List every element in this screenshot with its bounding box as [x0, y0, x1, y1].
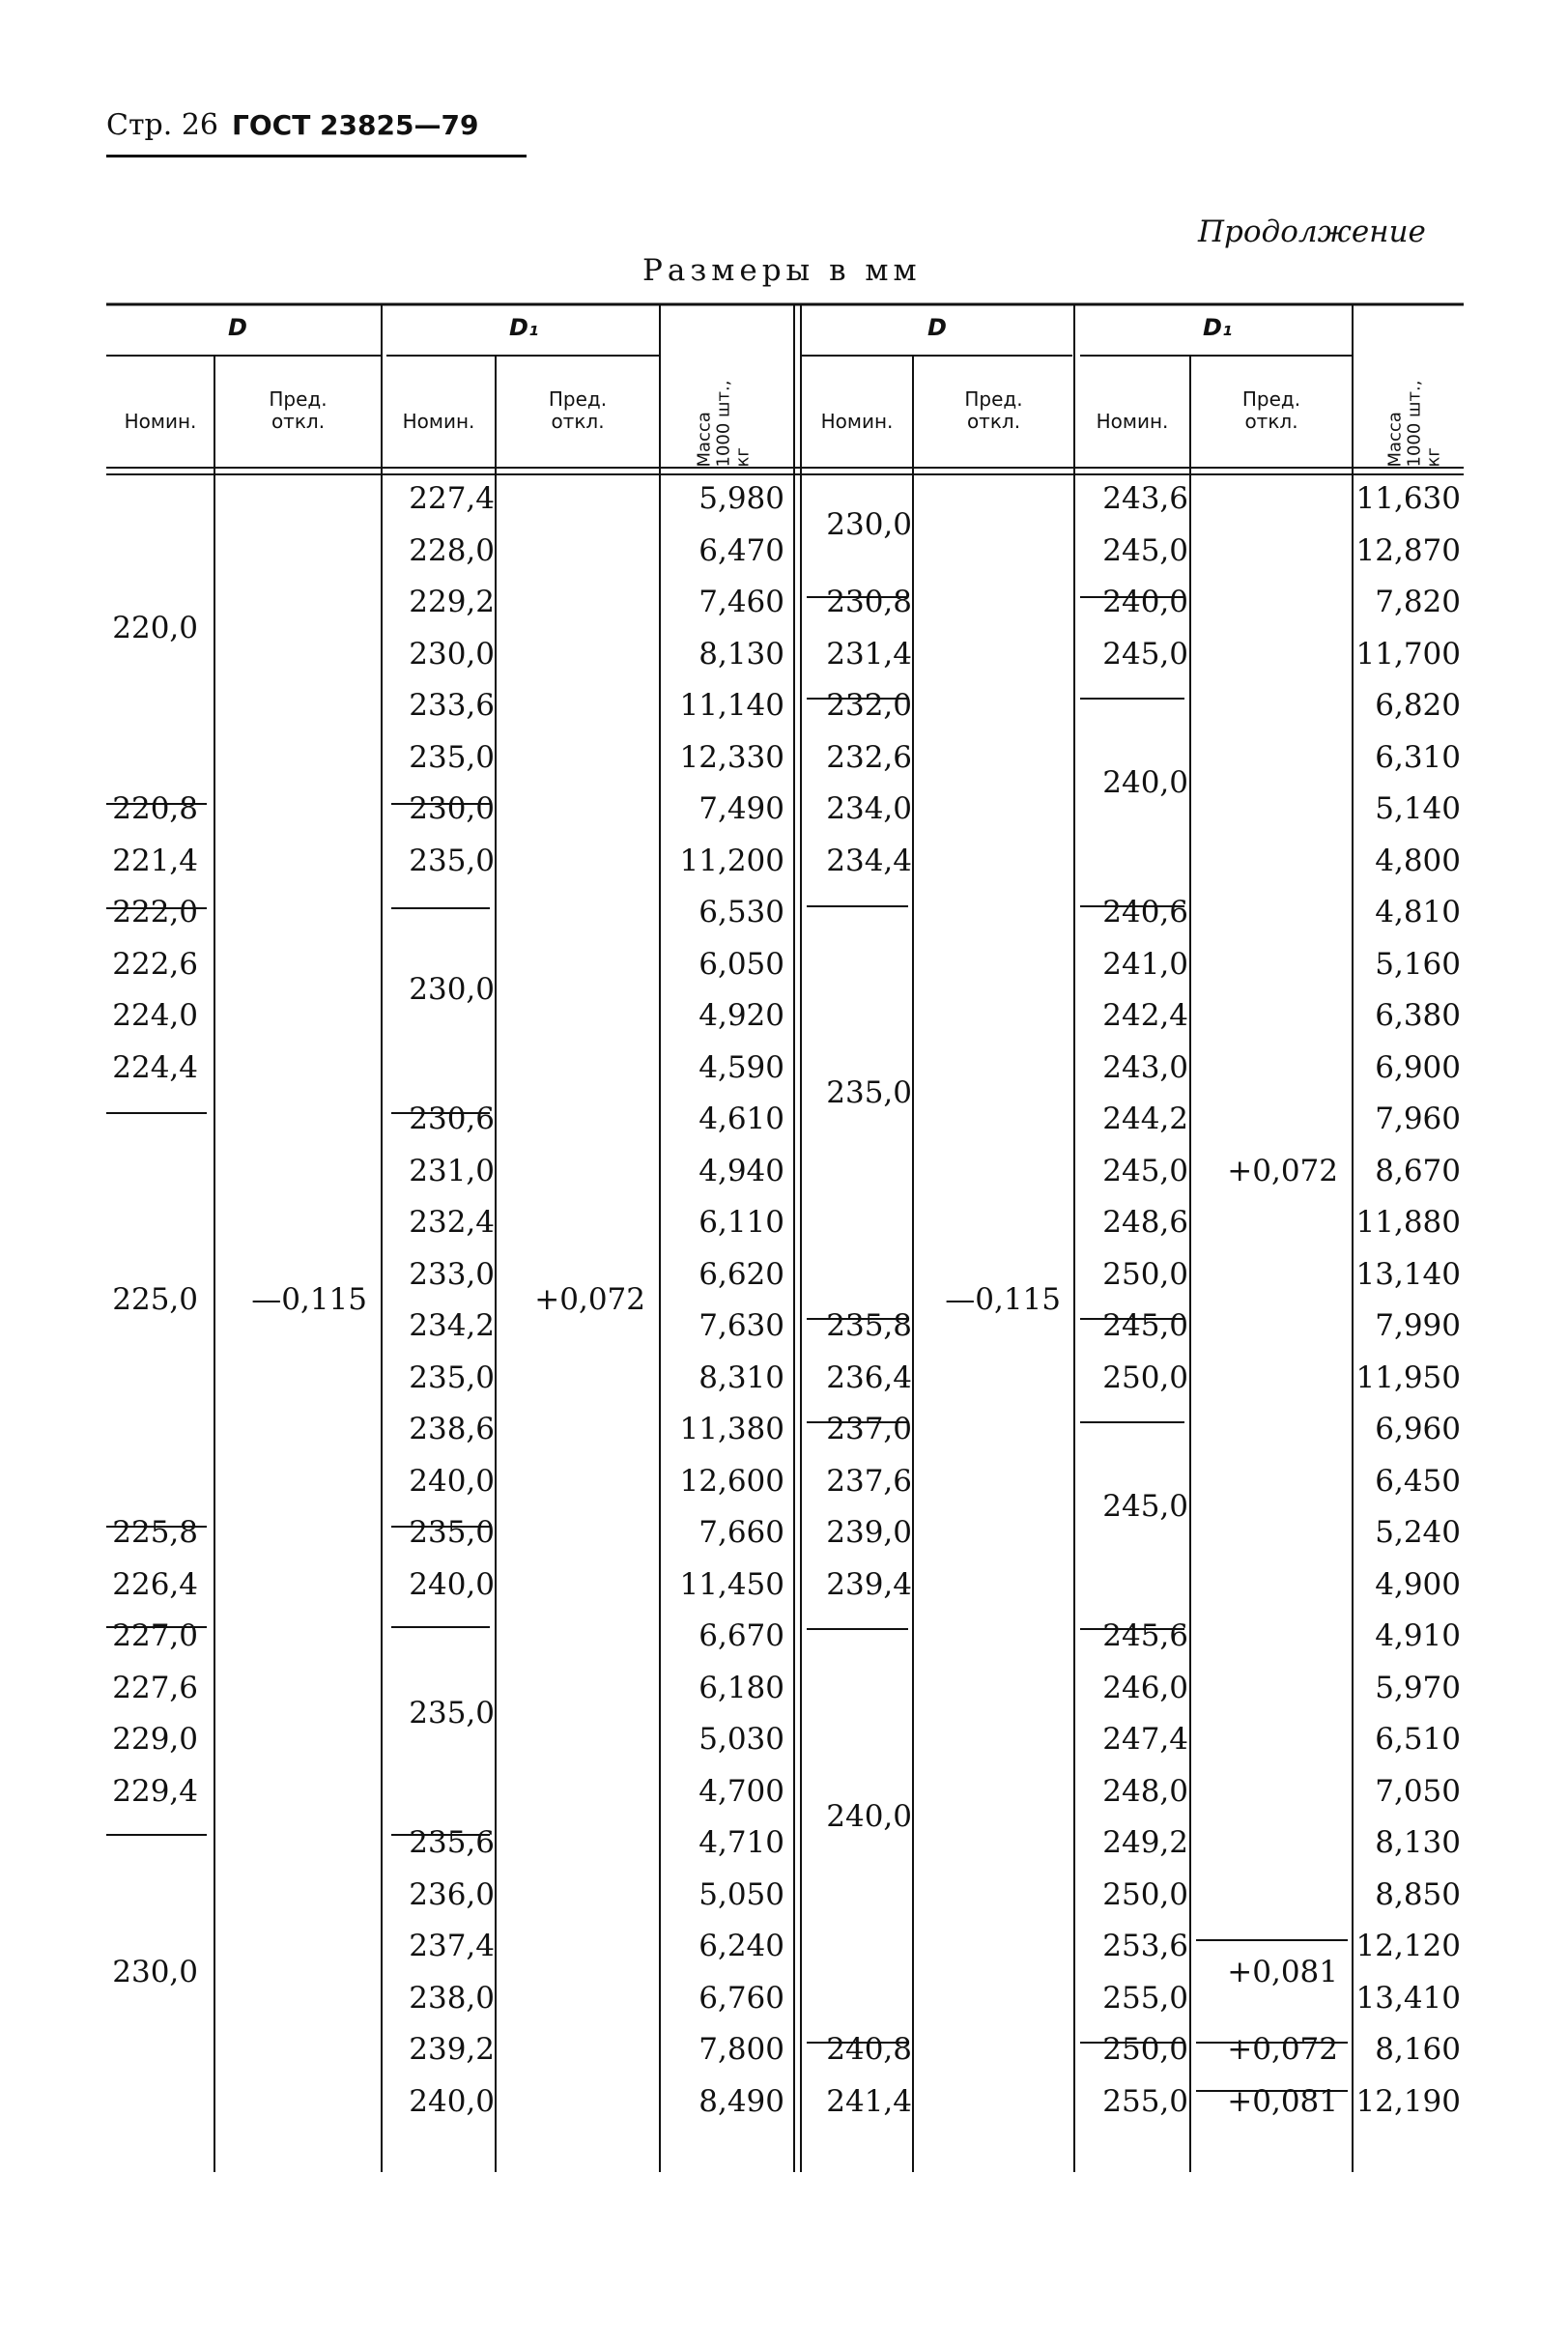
header-mass-right: Масса 1000 шт., кг	[1384, 380, 1444, 468]
right-d1-nomin: 240,6	[1102, 895, 1188, 930]
right-d1-nomin: 240,0	[1102, 585, 1188, 619]
left-d-nomin: 225,0	[112, 1282, 198, 1318]
left-d-nomin: 225,8	[112, 1515, 198, 1550]
left-d-nomin: 227,0	[112, 1618, 198, 1653]
right-d1-nomin: 250,0	[1102, 1256, 1188, 1292]
left-d1-nomin: 238,6	[409, 1412, 495, 1446]
left-mass: 11,450	[679, 1566, 784, 1602]
left-mass: 4,940	[698, 1153, 784, 1188]
right-d1-nomin: 245,0	[1102, 1308, 1188, 1343]
page-label: Стр. 26	[106, 108, 219, 142]
right-d-nomin: 232,0	[826, 688, 912, 723]
left-mass: 11,200	[679, 843, 784, 878]
left-d-nomin: 221,4	[112, 843, 198, 878]
right-mass: 4,810	[1375, 895, 1461, 930]
left-d-nomin: 224,4	[112, 1049, 198, 1085]
left-mass: 12,600	[679, 1463, 784, 1499]
left-d-nomin: 227,6	[112, 1670, 198, 1705]
right-mass: 7,820	[1375, 585, 1461, 619]
left-d1-nomin: 235,0	[409, 739, 495, 775]
left-d-nomin: 220,0	[112, 610, 198, 645]
right-d1-nomin: 246,0	[1102, 1670, 1188, 1705]
right-mass: 8,670	[1375, 1153, 1461, 1188]
right-mass: 11,880	[1355, 1205, 1461, 1240]
left-mass: 6,180	[698, 1670, 784, 1705]
left-d-nomin: 229,0	[112, 1722, 198, 1757]
right-d1-nomin: 245,0	[1102, 1489, 1188, 1525]
header-nomin-4: Номин.	[1096, 410, 1169, 433]
left-mass: 6,670	[698, 1618, 784, 1653]
right-d1-deviation: +0,072	[1227, 2032, 1338, 2067]
right-d1-nomin: 243,6	[1102, 481, 1188, 516]
right-d1-nomin: 245,0	[1102, 532, 1188, 568]
left-mass: 7,460	[698, 585, 784, 619]
right-mass: 12,190	[1355, 2083, 1461, 2119]
header-d-left: D	[228, 314, 247, 341]
right-d1-nomin: 250,0	[1102, 1876, 1188, 1912]
left-d1-nomin: 233,0	[409, 1256, 495, 1292]
header-d1-right: D₁	[1203, 314, 1233, 341]
left-mass: 11,380	[679, 1412, 784, 1446]
right-mass: 8,130	[1375, 1825, 1461, 1860]
right-d1-deviation: +0,081	[1227, 1954, 1338, 1989]
left-mass: 8,310	[698, 1359, 784, 1395]
left-d1-nomin: 235,6	[409, 1825, 495, 1860]
right-mass: 6,510	[1375, 1722, 1461, 1757]
left-mass: 6,620	[698, 1256, 784, 1292]
right-mass: 12,870	[1355, 532, 1461, 568]
right-d-nomin: 235,0	[826, 1075, 912, 1111]
right-mass: 7,960	[1375, 1101, 1461, 1136]
left-d1-nomin: 235,0	[409, 1696, 495, 1731]
left-d1-nomin: 231,0	[409, 1153, 495, 1188]
right-d1-deviation: +0,072	[1227, 1153, 1338, 1188]
right-d-nomin: 239,0	[826, 1515, 912, 1550]
left-d1-nomin: 230,6	[409, 1101, 495, 1136]
left-d1-nomin: 239,2	[409, 2032, 495, 2067]
left-d1-nomin: 230,0	[409, 636, 495, 672]
right-d-nomin: 234,4	[826, 843, 912, 878]
right-mass: 8,850	[1375, 1876, 1461, 1912]
right-d1-nomin: 248,0	[1102, 1773, 1188, 1809]
right-d1-nomin: 241,0	[1102, 946, 1188, 982]
right-d1-nomin: 248,6	[1102, 1205, 1188, 1240]
header-nomin-3: Номин.	[820, 410, 894, 433]
right-mass: 5,140	[1375, 791, 1461, 826]
left-d1-nomin: 240,0	[409, 2083, 495, 2119]
left-d1-nomin: 230,0	[409, 972, 495, 1008]
left-mass: 4,610	[698, 1101, 784, 1136]
left-mass: 8,490	[698, 2083, 784, 2119]
left-d1-nomin: 237,4	[409, 1929, 495, 1963]
left-d-nomin: 220,8	[112, 791, 198, 826]
header-pred-otkl-2: Пред. откл.	[548, 387, 608, 433]
header-pred-otkl-1: Пред. откл.	[269, 387, 328, 433]
left-d1-nomin: 238,0	[409, 1980, 495, 2016]
header-d1-left: D₁	[509, 314, 539, 341]
left-mass: 6,760	[698, 1980, 784, 2016]
sizes-caption: Размеры в мм	[642, 253, 922, 288]
right-d-nomin: 236,4	[826, 1359, 912, 1395]
left-d-nomin: 224,0	[112, 998, 198, 1033]
left-mass: 5,980	[698, 481, 784, 516]
right-mass: 11,950	[1355, 1359, 1461, 1395]
right-mass: 8,160	[1375, 2032, 1461, 2067]
left-d-nomin: 222,0	[112, 895, 198, 930]
right-d1-nomin: 242,4	[1102, 998, 1188, 1033]
right-mass: 4,910	[1375, 1618, 1461, 1653]
right-d1-nomin: 243,0	[1102, 1049, 1188, 1085]
right-d1-nomin: 245,0	[1102, 1153, 1188, 1188]
left-mass: 11,140	[679, 688, 784, 723]
left-mass: 6,240	[698, 1929, 784, 1963]
left-mass: 6,050	[698, 946, 784, 982]
left-mass: 4,710	[698, 1825, 784, 1860]
left-d1-nomin: 235,0	[409, 1515, 495, 1550]
right-mass: 6,960	[1375, 1412, 1461, 1446]
right-d-nomin: 237,6	[826, 1463, 912, 1499]
right-d1-nomin: 244,2	[1102, 1101, 1188, 1136]
right-d-nomin: 240,8	[826, 2032, 912, 2067]
right-d-nomin: 235,8	[826, 1308, 912, 1343]
right-d1-nomin: 240,0	[1102, 765, 1188, 801]
left-mass: 5,050	[698, 1876, 784, 1912]
right-d1-nomin: 255,0	[1102, 1980, 1188, 2016]
right-d1-nomin: 247,4	[1102, 1722, 1188, 1757]
left-d1-nomin: 235,0	[409, 1359, 495, 1395]
header-d-right: D	[927, 314, 947, 341]
right-mass: 7,990	[1375, 1308, 1461, 1343]
right-mass: 12,120	[1355, 1929, 1461, 1963]
header-mass-left: Масса 1000 шт., кг	[694, 380, 754, 468]
header-nomin-1: Номин.	[124, 410, 197, 433]
left-d1-nomin: 234,2	[409, 1308, 495, 1343]
header-nomin-2: Номин.	[402, 410, 475, 433]
left-d1-nomin: 236,0	[409, 1876, 495, 1912]
standard-number: ГОСТ 23825—79	[232, 109, 479, 141]
left-d1-nomin: 228,0	[409, 532, 495, 568]
left-d-nomin: 226,4	[112, 1566, 198, 1602]
right-d1-nomin: 245,6	[1102, 1618, 1188, 1653]
right-d1-nomin: 249,2	[1102, 1825, 1188, 1860]
left-d1-nomin: 232,4	[409, 1205, 495, 1240]
right-d-nomin: 237,0	[826, 1412, 912, 1446]
right-d1-deviation: +0,081	[1227, 2083, 1338, 2119]
left-d1-nomin: 233,6	[409, 688, 495, 723]
right-mass: 6,310	[1375, 739, 1461, 775]
right-mass: 5,970	[1375, 1670, 1461, 1705]
right-d-nomin: 240,0	[826, 1799, 912, 1835]
right-mass: 6,900	[1375, 1049, 1461, 1085]
right-d-deviation: —0,115	[945, 1282, 1061, 1318]
left-d-nomin: 222,6	[112, 946, 198, 982]
right-d1-nomin: 250,0	[1102, 1359, 1188, 1395]
left-mass: 6,470	[698, 532, 784, 568]
right-d1-nomin: 250,0	[1102, 2032, 1188, 2067]
left-mass: 5,030	[698, 1722, 784, 1757]
right-mass: 5,240	[1375, 1515, 1461, 1550]
right-mass: 4,900	[1375, 1566, 1461, 1602]
left-mass: 12,330	[679, 739, 784, 775]
left-mass: 6,110	[698, 1205, 784, 1240]
header-pred-otkl-4: Пред. откл.	[1241, 387, 1301, 433]
right-d-nomin: 234,0	[826, 791, 912, 826]
left-d1-nomin: 235,0	[409, 843, 495, 878]
right-d-nomin: 239,4	[826, 1566, 912, 1602]
right-d1-nomin: 245,0	[1102, 636, 1188, 672]
left-d1-nomin: 227,4	[409, 481, 495, 516]
left-d1-nomin: 229,2	[409, 585, 495, 619]
right-d1-nomin: 255,0	[1102, 2083, 1188, 2119]
right-mass: 13,140	[1355, 1256, 1461, 1292]
right-mass: 7,050	[1375, 1773, 1461, 1809]
right-d-nomin: 231,4	[826, 636, 912, 672]
right-mass: 11,630	[1355, 481, 1461, 516]
left-d-nomin: 229,4	[112, 1773, 198, 1809]
left-mass: 6,530	[698, 895, 784, 930]
right-mass: 5,160	[1375, 946, 1461, 982]
left-d1-nomin: 230,0	[409, 791, 495, 826]
left-d-nomin: 230,0	[112, 1954, 198, 1989]
right-mass: 13,410	[1355, 1980, 1461, 2016]
right-mass: 6,450	[1375, 1463, 1461, 1499]
header-pred-otkl-3: Пред. откл.	[964, 387, 1023, 433]
left-d-deviation: —0,115	[251, 1282, 367, 1318]
right-d-nomin: 230,0	[826, 506, 912, 542]
right-d-nomin: 241,4	[826, 2083, 912, 2119]
right-d-nomin: 232,6	[826, 739, 912, 775]
right-d1-nomin: 253,6	[1102, 1929, 1188, 1963]
left-mass: 7,490	[698, 791, 784, 826]
right-mass: 4,800	[1375, 843, 1461, 878]
left-mass: 4,590	[698, 1049, 784, 1085]
left-mass: 4,700	[698, 1773, 784, 1809]
left-mass: 7,630	[698, 1308, 784, 1343]
right-mass: 6,380	[1375, 998, 1461, 1033]
left-mass: 4,920	[698, 998, 784, 1033]
right-d-nomin: 230,8	[826, 585, 912, 619]
right-mass: 11,700	[1355, 636, 1461, 672]
left-d1-nomin: 240,0	[409, 1566, 495, 1602]
left-mass: 7,800	[698, 2032, 784, 2067]
right-mass: 6,820	[1375, 688, 1461, 723]
left-d1-nomin: 240,0	[409, 1463, 495, 1499]
left-d1-deviation: +0,072	[534, 1282, 645, 1318]
left-mass: 8,130	[698, 636, 784, 672]
continuation-label: Продолжение	[1198, 215, 1426, 249]
left-mass: 7,660	[698, 1515, 784, 1550]
